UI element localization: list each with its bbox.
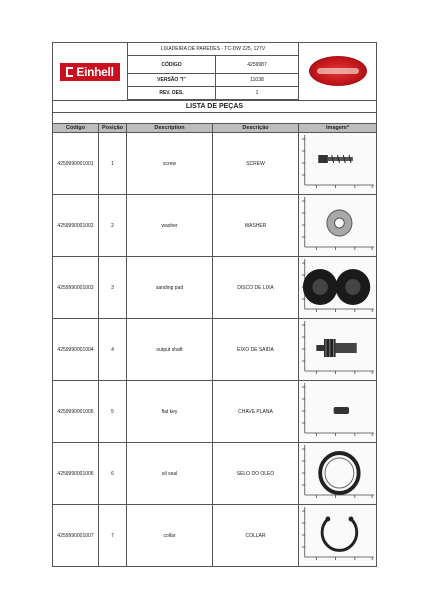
part-descricao: DISCO DE LIXA: [213, 257, 299, 319]
part-image: [299, 505, 377, 567]
part-descricao: WASHER: [213, 195, 299, 257]
brand-logo-cell: [53, 43, 128, 101]
part-descricao: SCREW: [213, 133, 299, 195]
rev-value: 1: [216, 87, 299, 100]
part-descricao: COLLAR: [213, 505, 299, 567]
sanding-pad-icon: [299, 257, 376, 318]
part-description: washer: [127, 195, 213, 257]
col-imagem: Imagem*: [299, 124, 377, 133]
part-description: output shaft: [127, 319, 213, 381]
brand-name: Einhell: [76, 64, 114, 79]
oil-seal-icon: [299, 443, 376, 504]
versao-label: VERSÃO "I": [128, 74, 216, 87]
product-name: LIXADEIRA DE PAREDES - TC-DW 225, 127V: [128, 43, 299, 56]
part-descricao: CHAVE PLANA: [213, 381, 299, 443]
part-image: [299, 443, 377, 505]
part-code: 4259990001005: [53, 381, 99, 443]
output-shaft-icon: [299, 319, 376, 380]
page-title: LISTA DE PEÇAS: [53, 101, 377, 113]
part-description: flat key: [127, 381, 213, 443]
part-code: 4259990001007: [53, 505, 99, 567]
col-codigo: Código: [53, 124, 99, 133]
einhell-e-icon: [66, 67, 73, 77]
part-description: screw: [127, 133, 213, 195]
part-position: 4: [99, 319, 127, 381]
part-position: 5: [99, 381, 127, 443]
part-image: [299, 319, 377, 381]
table-row: [53, 133, 377, 195]
part-descricao: SELO DO OLEO: [213, 443, 299, 505]
part-code: 4259990001002: [53, 195, 99, 257]
part-image: [299, 381, 377, 443]
parts-list-sheet: [52, 42, 376, 567]
washer-icon: [299, 195, 376, 256]
screw-icon: [299, 133, 376, 194]
part-image: [299, 195, 377, 257]
col-description: Description: [127, 124, 213, 133]
part-position: 7: [99, 505, 127, 567]
brand-seal-icon: [309, 56, 367, 86]
part-descricao: EIXO DE SAIDA: [213, 319, 299, 381]
col-posicao: Posição: [99, 124, 127, 133]
part-description: sanding pad: [127, 257, 213, 319]
parts-table: [52, 123, 377, 567]
part-code: 4259990001003: [53, 257, 99, 319]
part-code: 4259990001001: [53, 133, 99, 195]
part-position: 3: [99, 257, 127, 319]
seal-cell: [299, 43, 377, 101]
codigo-label: CÓDIGO: [128, 56, 216, 74]
table-header-row: [53, 124, 377, 133]
collar-icon: [299, 505, 376, 566]
versao-value: 11038: [216, 74, 299, 87]
header-table: [52, 42, 377, 123]
table-row: [53, 257, 377, 319]
part-image: [299, 133, 377, 195]
table-row: [53, 195, 377, 257]
part-position: 2: [99, 195, 127, 257]
table-row: [53, 443, 377, 505]
codigo-value: 4259987: [216, 56, 299, 74]
table-row: [53, 381, 377, 443]
table-row: [53, 505, 377, 567]
einhell-logo: [60, 63, 119, 81]
part-description: oil seal: [127, 443, 213, 505]
part-position: 6: [99, 443, 127, 505]
part-position: 1: [99, 133, 127, 195]
flat-key-icon: [299, 381, 376, 442]
part-code: 4259990001004: [53, 319, 99, 381]
rev-label: REV. DES.: [128, 87, 216, 100]
part-description: collar: [127, 505, 213, 567]
table-row: [53, 319, 377, 381]
part-image: [299, 257, 377, 319]
part-code: 4259990001006: [53, 443, 99, 505]
col-descricao: Descrição: [213, 124, 299, 133]
